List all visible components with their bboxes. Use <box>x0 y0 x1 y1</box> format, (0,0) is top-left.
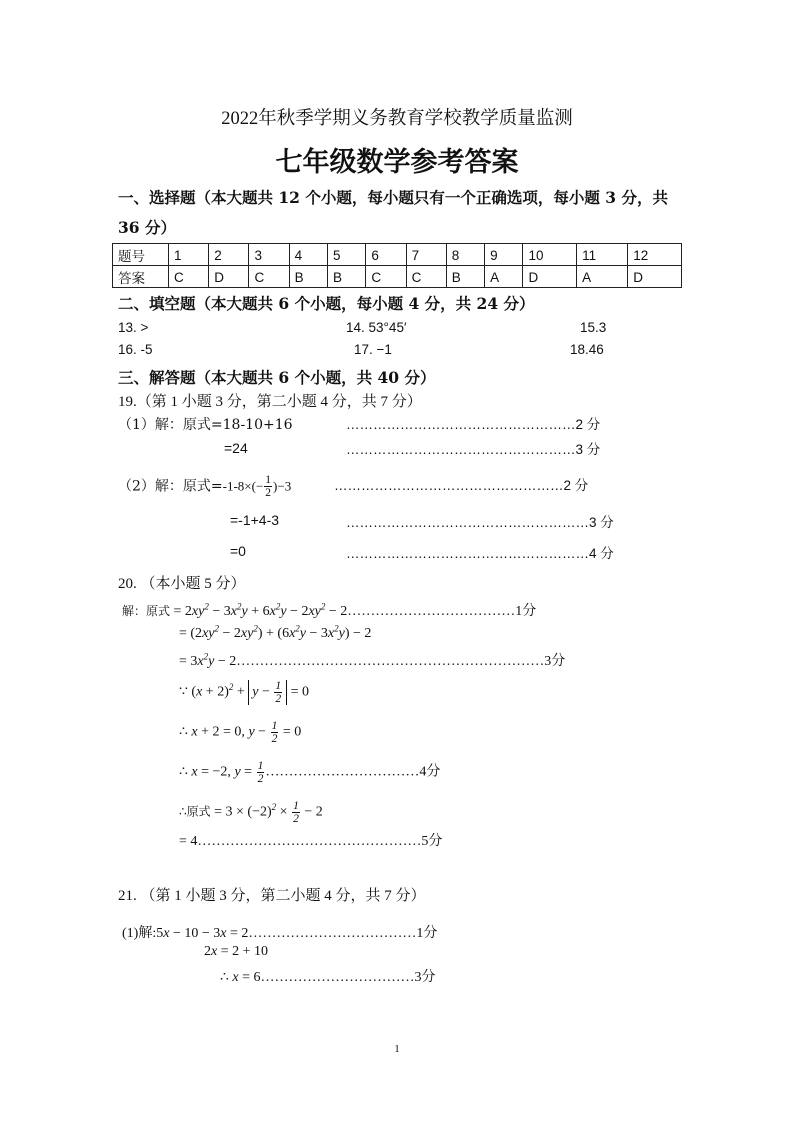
table-cell: A <box>485 266 523 288</box>
q20-line8 <box>179 830 442 850</box>
fraction-half <box>264 474 272 499</box>
q21-line2: 2x = 2 + 10 <box>204 944 269 959</box>
section-2-heading: 二、填空题（本大题共 6 个小题，每小题 4 分，共 24 分） <box>118 294 535 313</box>
q19-part2-expr-a: -1-8×(− <box>222 478 264 494</box>
table-cell: B <box>446 266 484 288</box>
q21-line3: ∴ x = 6……………………………3分 <box>220 970 436 985</box>
section-3-heading: 三、解答题（本大题共 6 个小题，共 40 分） <box>118 368 436 387</box>
answer-15: 15.3 <box>580 320 607 335</box>
q21-heading: 21. （第 1 小题 3 分，第二小题 4 分，共 7 分） <box>118 888 426 904</box>
section-1-heading-line2: 36 分） <box>118 218 176 237</box>
q20-line7: ∴原式 = $3 \times (-2)^2$ × $\frac{1}{2}$ − 2 <box>179 800 323 825</box>
q19-part1-line1: （1）解：原式=18-10+16 <box>118 417 293 433</box>
answer-16: 16. -5 <box>118 342 153 357</box>
q19-part1-line2: =24 <box>224 440 248 456</box>
q19-heading: 19.（第 1 小题 3 分，第二小题 4 分，共 7 分） <box>118 394 422 410</box>
answer-14: 14. 53°45′ <box>346 320 407 335</box>
q21-dots3: ……………………………3分 <box>260 970 436 985</box>
table-cell: B <box>289 266 327 288</box>
q19-part2-line3: =0 <box>230 543 246 559</box>
q19-part2-dots1: ……………………………………………2 分 <box>334 478 589 493</box>
q19-part2-label: （2）解：原式= <box>118 478 223 495</box>
table-cell: 11 <box>577 244 628 266</box>
q19-part1-dots1: ……………………………………………2 分 <box>346 417 601 432</box>
q20-line4: ∵ $(x + 2)^2 + y$ − $\frac{1}{2}$ = 0 <box>179 680 310 705</box>
table-row-numbers <box>113 244 682 266</box>
table-cell: A <box>577 266 628 288</box>
q21-dots1: ………………………………1分 <box>248 926 438 941</box>
q20-prefix: 解：原式 <box>122 604 171 618</box>
table-cell: 9 <box>485 244 523 266</box>
q20-line6: ∴ x = −2, y = $\frac{1}{2}$ ……………………………4分 <box>179 760 441 785</box>
table-cell: B <box>328 266 366 288</box>
fraction-numerator: 1 <box>265 474 272 486</box>
table-cell: 1 <box>169 244 209 266</box>
row-label-answer: 答案 <box>113 266 169 288</box>
table-cell: D <box>523 266 577 288</box>
table-cell: 10 <box>523 244 577 266</box>
table-cell: C <box>169 266 209 288</box>
table-cell: C <box>249 266 289 288</box>
q21-line1: (1)解:5x − 10 − 3x = 2………………………………1分 <box>122 926 438 941</box>
q20-line1: 解：原式 = $2xy^2 - 3x^2y + 6x^2y - 2xy^2$ − 2………………………………1分 <box>122 601 537 619</box>
table-cell: 7 <box>406 244 446 266</box>
document-subtitle: 七年级数学参考答案 <box>275 147 519 178</box>
q19-part1-dots2: ……………………………………………3 分 <box>346 442 601 457</box>
table-cell: D <box>628 266 682 288</box>
answer-18: 18.46 <box>570 342 604 357</box>
q20-line3: = $3x^2y$ − 2…………………………………………………………3分 <box>179 651 566 669</box>
fraction-denominator: 2 <box>265 487 272 499</box>
table-cell: 8 <box>446 244 484 266</box>
table-row-answers <box>113 266 682 288</box>
table-cell: 12 <box>628 244 682 266</box>
q19-part2-dots3: ………………………………………………4 分 <box>346 546 614 561</box>
q20-dots6: ……………………………4分 <box>265 764 441 780</box>
table-cell: C <box>366 266 406 288</box>
table-cell: D <box>209 266 249 288</box>
q19-part2-line2: =-1+4-3 <box>230 512 280 528</box>
q20-heading: 20. （本小题 5 分） <box>118 576 246 592</box>
table-cell: 2 <box>209 244 249 266</box>
q21-prefix: (1)解: <box>122 926 157 941</box>
q20-result: = 4 <box>179 834 198 849</box>
q20-line7-prefix: ∴原式 <box>179 804 211 819</box>
q19-part2-expr-b: )−3 <box>273 478 292 494</box>
table-cell: 5 <box>328 244 366 266</box>
q19-part2-dots2: ………………………………………………3 分 <box>346 515 614 530</box>
table-cell: 6 <box>366 244 406 266</box>
table-cell: C <box>406 266 446 288</box>
q20-line2: = $(2xy^2 - 2xy^2) + (6x^2y - 3x^2y) - 2$ <box>179 623 372 641</box>
document-title: 2022年秋季学期义务教育学校教学质量监测 <box>221 109 573 129</box>
section-1-heading-line1: 一、选择题（本大题共 12 个小题，每小题只有一个正确选项，每小题 3 分，共 <box>118 188 668 207</box>
q20-dots8: …………………………………………5分 <box>197 834 443 849</box>
q20-dots1: ………………………………1分 <box>347 604 537 619</box>
page-number: 1 <box>394 1043 400 1055</box>
table-cell: 3 <box>249 244 289 266</box>
answer-17: 17. −1 <box>354 342 392 357</box>
answer-13: 13. > <box>118 320 149 335</box>
row-label-question-no: 题号 <box>113 244 169 266</box>
q20-line5: ∴ x + 2 = 0, y − $\frac{1}{2}$ = 0 <box>179 720 302 745</box>
table-cell: 4 <box>289 244 327 266</box>
q20-dots3: …………………………………………………………3分 <box>236 654 566 669</box>
q19-part2-line1 <box>118 474 291 499</box>
answer-table <box>112 243 682 288</box>
